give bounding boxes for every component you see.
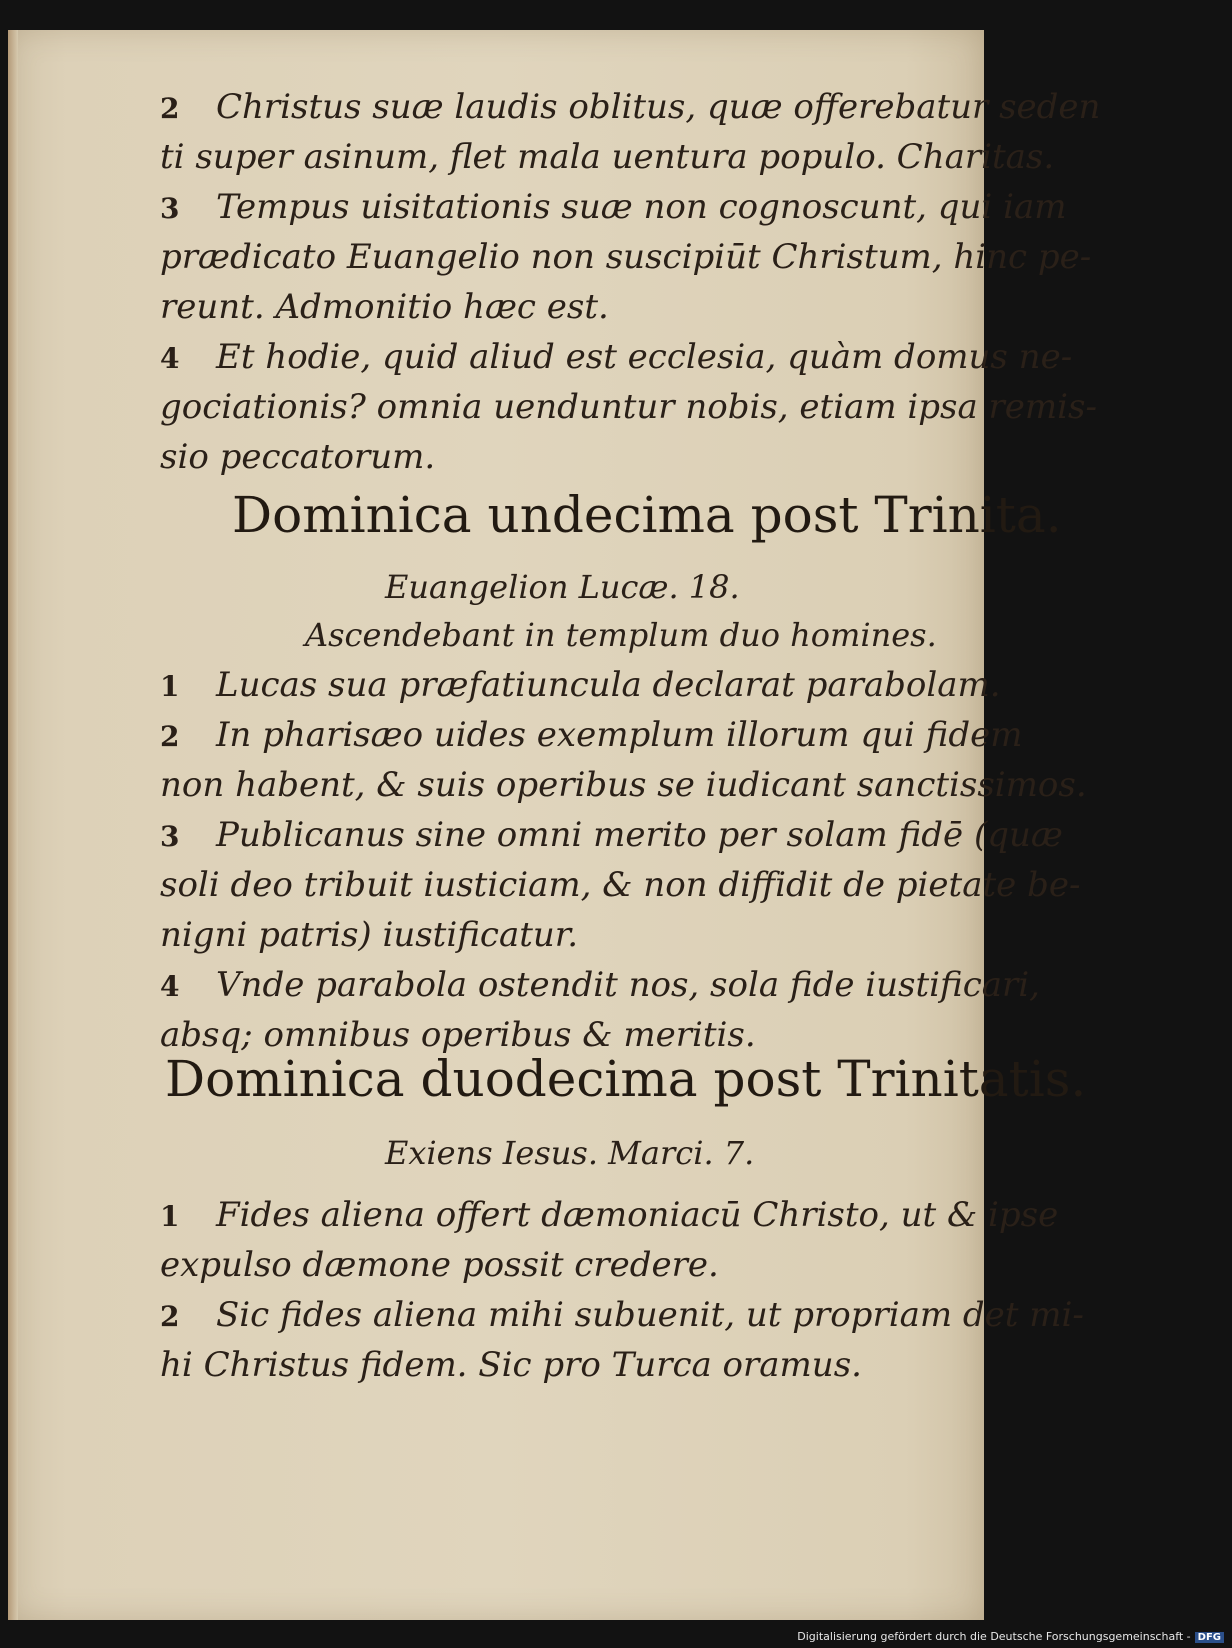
verse-text: Fides aliena offert dæmoniacū Christo, ut & ipse <box>216 1195 1059 1235</box>
text-line <box>160 860 1081 910</box>
verse-text: Tempus uisitationis suæ non cognoscunt, qui iam <box>216 187 1067 227</box>
text-line <box>160 132 1055 182</box>
text-line <box>160 332 1073 382</box>
verse-text: gociationis? omnia uenduntur nobis, etiam ipsa remis- <box>160 387 1097 427</box>
text-line <box>160 82 1101 132</box>
verse-number: 3 <box>160 192 180 225</box>
verse-text: In pharisæo uides exemplum illorum qui fidem <box>216 715 1023 755</box>
text-line <box>160 1190 1059 1240</box>
text-line <box>160 232 1092 282</box>
verse-text: reunt. Admonitio hæc est. <box>160 287 609 327</box>
text-line <box>160 1240 950 1290</box>
verse-text: Christus suæ laudis oblitus, quæ offerebatur seden <box>216 87 1101 127</box>
verse-text: expulso dæmone possit credere. <box>160 1245 719 1285</box>
verse-text: Et hodie, quid aliud est ecclesia, quàm domus ne- <box>216 337 1073 377</box>
verse-text: soli deo tribuit iusticiam, & non diffidit de pietate be- <box>160 865 1081 905</box>
text-line <box>160 432 950 482</box>
verse-text: absq; omnibus operibus & meritis. <box>160 1015 756 1055</box>
text-line <box>160 710 1023 760</box>
verse-number: 1 <box>160 1200 180 1233</box>
section-12-body <box>160 1190 1084 1390</box>
verse-text: Vnde parabola ostendit nos, sola fide iustificari, <box>216 965 1040 1005</box>
section-11-body <box>160 660 1087 1060</box>
verse-number: 2 <box>160 720 180 753</box>
gospel-incipit-11: Ascendebant in templum duo homines. <box>305 616 937 654</box>
verse-number: 2 <box>160 92 180 125</box>
verse-number: 4 <box>160 342 180 375</box>
section-top <box>160 82 1101 482</box>
text-line <box>160 1290 1084 1340</box>
dfg-logo: DFG <box>1195 1632 1224 1643</box>
digitization-credit <box>797 1630 1224 1643</box>
page-edge <box>8 30 18 1620</box>
section-heading-11: Dominica undecima post Trinita. <box>232 486 1062 544</box>
verse-text: Lucas sua præfatiuncula declarat parabolam. <box>216 665 1001 705</box>
text-line <box>160 810 1063 860</box>
text-line <box>160 382 1097 432</box>
text-line <box>160 910 950 960</box>
verse-text: ti super asinum, flet mala uentura populo. Charitas. <box>160 137 1055 177</box>
verse-number: 3 <box>160 820 180 853</box>
text-line <box>160 760 1087 810</box>
verse-number: 2 <box>160 1300 180 1333</box>
text-line <box>160 660 1001 710</box>
text-line <box>160 960 1040 1010</box>
verse-text: non habent, & suis operibus se iudicant sanctissimos. <box>160 765 1087 805</box>
verse-number: 1 <box>160 670 180 703</box>
verse-text: Publicanus sine omni merito per solam fidē (quæ <box>216 815 1063 855</box>
section-heading-12: Dominica duodecima post Trinitatis. <box>165 1050 1087 1108</box>
verse-text: hi Christus fidem. Sic pro Turca oramus. <box>160 1345 862 1385</box>
text-line <box>160 182 1067 232</box>
text-line <box>160 1340 950 1390</box>
credit-text: Digitalisierung gefördert durch die Deutsche Forschungsgemeinschaft - <box>797 1630 1191 1643</box>
gospel-reference-11: Euangelion Lucæ. 18. <box>385 568 740 606</box>
verse-text: nigni patris) iustificatur. <box>160 915 579 955</box>
verse-text: sio peccatorum. <box>160 437 436 477</box>
verse-text: Sic fides aliena mihi subuenit, ut propriam det mi- <box>216 1295 1084 1335</box>
verse-number: 4 <box>160 970 180 1003</box>
gospel-reference-12: Exiens Iesus. Marci. 7. <box>385 1134 755 1172</box>
text-line <box>160 282 950 332</box>
verse-text: prædicato Euangelio non suscipiūt Christum, hinc pe- <box>160 237 1092 277</box>
